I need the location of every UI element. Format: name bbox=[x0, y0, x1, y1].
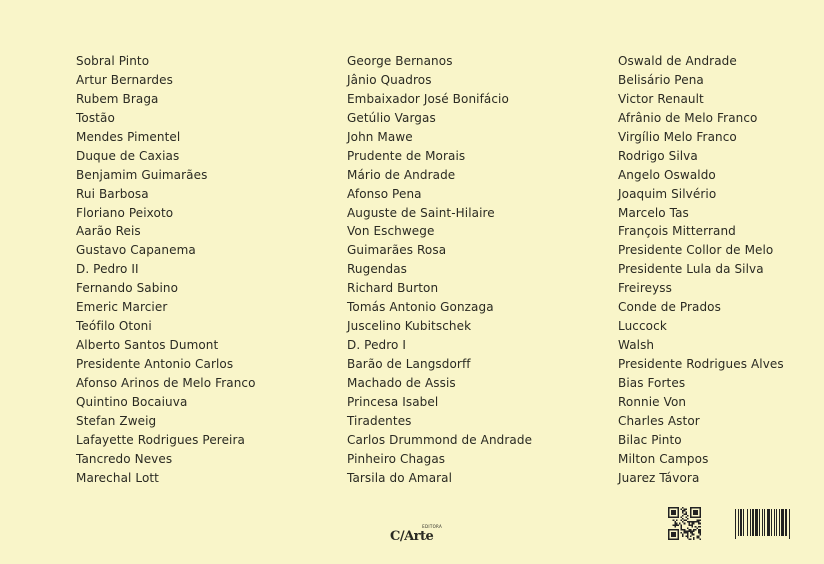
list-item: Duque de Caxias bbox=[76, 148, 180, 163]
logo-subtitle: EDITORA bbox=[422, 524, 442, 529]
list-item: Barão de Langsdorff bbox=[347, 357, 471, 371]
list-item: Machado de Assis bbox=[347, 375, 456, 390]
list-item: Pinheiro Chagas bbox=[347, 451, 446, 466]
list-item: Walsh bbox=[618, 338, 655, 353]
list-item: Tostão bbox=[76, 110, 115, 125]
logo-wordmark: C/Arte bbox=[390, 529, 434, 544]
list-item: Joaquim Silvério bbox=[618, 186, 717, 201]
list-item: Tomás Antonio Gonzaga bbox=[347, 300, 494, 315]
list-item: Tarsila do Amaral bbox=[347, 470, 453, 485]
list-item: Fernando Sabino bbox=[76, 281, 179, 296]
names-column-2 bbox=[347, 52, 532, 488]
list-item: Sobral Pinto bbox=[76, 54, 150, 68]
list-item: D. Pedro I bbox=[347, 338, 407, 353]
list-item: Carlos Drummond de Andrade bbox=[347, 432, 533, 447]
list-item: Embaixador José Bonifácio bbox=[347, 91, 509, 106]
list-item: Juarez Távora bbox=[618, 470, 700, 485]
list-item: François Mitterrand bbox=[618, 224, 736, 239]
list-item: Freireyss bbox=[618, 281, 672, 296]
list-item: Getúlio Vargas bbox=[347, 110, 436, 125]
list-item: Ronnie Von bbox=[618, 394, 687, 409]
list-item: Bias Fortes bbox=[618, 375, 686, 390]
names-column-3 bbox=[618, 52, 784, 488]
list-item: Quintino Bocaiuva bbox=[76, 394, 188, 409]
list-item: Guimarães Rosa bbox=[347, 243, 447, 258]
list-item: Marcelo Tas bbox=[618, 205, 689, 220]
list-item: Princesa Isabel bbox=[347, 394, 439, 409]
list-item: Mário de Andrade bbox=[347, 167, 456, 182]
list-item: Virgílio Melo Franco bbox=[618, 129, 737, 144]
list-item: Presidente Antonio Carlos bbox=[76, 357, 234, 371]
list-item: Angelo Oswaldo bbox=[618, 167, 716, 182]
list-item: Aarão Reis bbox=[76, 224, 141, 239]
list-item: Stefan Zweig bbox=[76, 413, 157, 428]
list-item: Benjamim Guimarães bbox=[76, 167, 208, 182]
list-item: Artur Bernardes bbox=[76, 72, 173, 87]
names-column-1 bbox=[76, 52, 256, 488]
list-item: D. Pedro II bbox=[76, 262, 139, 277]
list-item: Lafayette Rodrigues Pereira bbox=[76, 432, 245, 447]
list-item: Luccock bbox=[618, 319, 667, 334]
list-item: George Bernanos bbox=[347, 54, 453, 68]
list-item: Oswald de Andrade bbox=[618, 54, 737, 68]
list-item: Afonso Arinos de Melo Franco bbox=[76, 375, 256, 390]
list-item: Mendes Pimentel bbox=[76, 129, 181, 144]
list-item: Belisário Pena bbox=[618, 72, 704, 87]
list-item: John Mawe bbox=[347, 129, 413, 144]
publisher-logo bbox=[390, 524, 442, 544]
list-item: Rugendas bbox=[347, 262, 408, 277]
list-item: Juscelino Kubitschek bbox=[347, 319, 472, 334]
list-item: Presidente Collor de Melo bbox=[618, 243, 774, 258]
list-item: Richard Burton bbox=[347, 281, 439, 296]
list-item: Teófilo Otoni bbox=[76, 319, 152, 334]
list-item: Von Eschwege bbox=[347, 224, 435, 239]
list-item: Rodrigo Silva bbox=[618, 148, 698, 163]
list-item: Gustavo Capanema bbox=[76, 243, 196, 258]
barcode-icon bbox=[735, 509, 809, 543]
list-item: Afonso Pena bbox=[347, 186, 422, 201]
list-item: Emeric Marcier bbox=[76, 300, 168, 315]
list-item: Bilac Pinto bbox=[618, 432, 682, 447]
list-item: Victor Renault bbox=[618, 91, 704, 106]
list-item: Presidente Rodrigues Alves bbox=[618, 357, 784, 371]
list-item: Presidente Lula da Silva bbox=[618, 262, 764, 277]
list-item: Rui Barbosa bbox=[76, 186, 149, 201]
list-item: Conde de Prados bbox=[618, 300, 721, 315]
list-item: Floriano Peixoto bbox=[76, 205, 174, 220]
qr-code-icon bbox=[668, 507, 701, 540]
list-item: Charles Astor bbox=[618, 413, 700, 428]
list-item: Milton Campos bbox=[618, 451, 709, 466]
list-item: Tiradentes bbox=[347, 413, 412, 428]
list-item: Tancredo Neves bbox=[76, 451, 173, 466]
list-item: Rubem Braga bbox=[76, 91, 159, 106]
list-item: Jânio Quadros bbox=[347, 72, 432, 87]
list-item: Marechal Lott bbox=[76, 470, 159, 485]
list-item: Auguste de Saint-Hilaire bbox=[347, 205, 495, 220]
list-item: Afrânio de Melo Franco bbox=[618, 110, 758, 125]
list-item: Alberto Santos Dumont bbox=[76, 338, 219, 353]
list-item: Prudente de Morais bbox=[347, 148, 466, 163]
